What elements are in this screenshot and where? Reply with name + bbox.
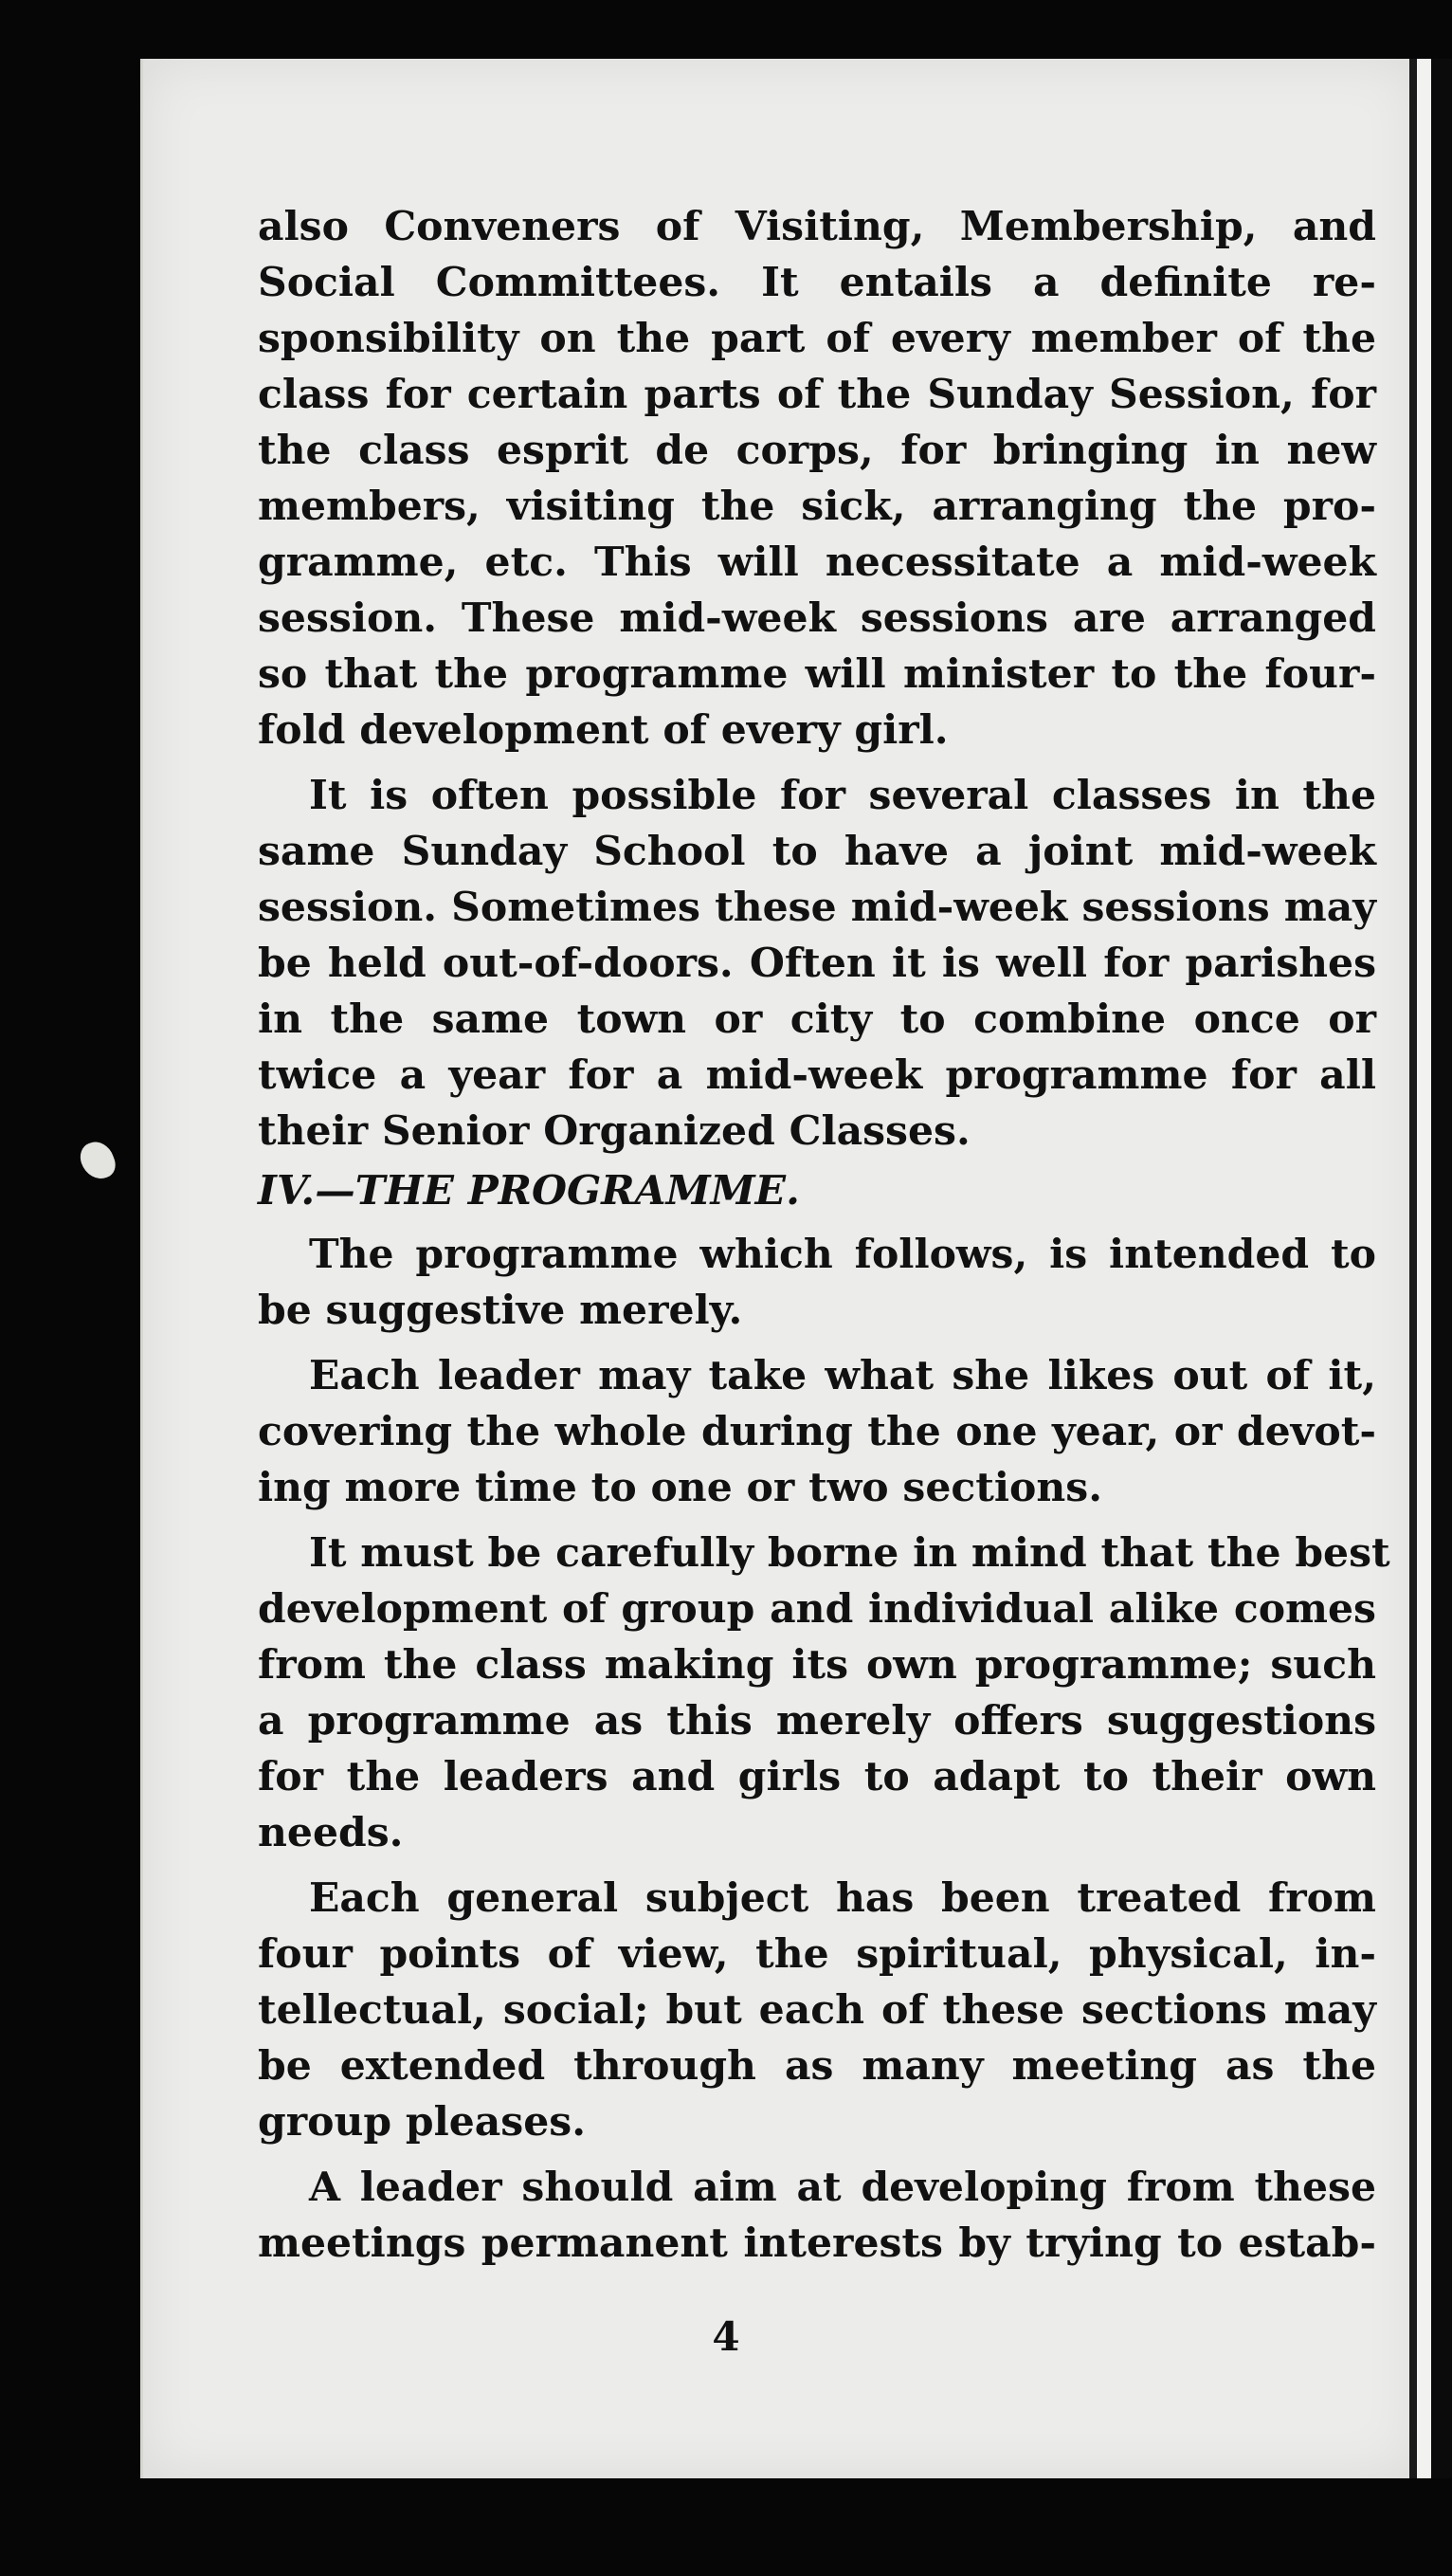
text-line: a programme as this merely offers suggestions (258, 1697, 1376, 1745)
text-line: Social Committees. It entails a definite re- (258, 259, 1376, 306)
text-line: the class esprit de corps, for bringing in new (258, 427, 1376, 474)
text-line: be held out-of-doors. Often it is well for parishes (258, 940, 1376, 987)
page-body-text (258, 199, 1390, 2272)
text-line: needs. (258, 1809, 404, 1856)
text-line: in the same town or city to combine once or (258, 996, 1376, 1043)
text-line: class for certain parts of the Sunday Session, for (258, 371, 1376, 418)
text-line: so that the programme will minister to the four- (258, 650, 1376, 698)
text-line: It is often possible for several classes in the (309, 772, 1376, 819)
text-line: same Sunday School to have a joint mid-week (258, 828, 1376, 875)
text-line: session. These mid-week sessions are arranged (258, 594, 1376, 642)
text-line: Each general subject has been treated from (309, 1874, 1376, 1922)
text-line: ing more time to one or two sections. (258, 1464, 1103, 1511)
section-heading: IV.—THE PROGRAMME. (258, 1167, 800, 1215)
text-line: fold development of every girl. (258, 706, 949, 754)
text-line: members, visiting the sick, arranging the pro- (258, 483, 1376, 530)
paragraph-programme-intro (258, 1227, 1376, 1339)
paper-blot-mark (76, 1137, 119, 1183)
text-line: also Conveners of Visiting, Membership, and (258, 203, 1376, 250)
text-line: their Senior Organized Classes. (258, 1107, 971, 1155)
text-line: for the leaders and girls to adapt to their own (258, 1753, 1376, 1800)
text-line: A leader should aim at developing from these (309, 2164, 1376, 2211)
text-line: Each leader may take what she likes out of it, (309, 1352, 1376, 1399)
text-line: from the class making its own programme; such (258, 1641, 1376, 1689)
text-line: twice a year for a mid-week programme for all (258, 1051, 1376, 1099)
paragraph-borne-in-mind (258, 1526, 1390, 1861)
paragraph-general-subject (258, 1871, 1376, 2150)
text-line: be extended through as many meeting as the (258, 2042, 1376, 2090)
page-number: 4 (712, 2313, 740, 2360)
text-line: covering the whole during the one year, or devot- (258, 1408, 1376, 1455)
text-line: sponsibility on the part of every member of the (258, 315, 1376, 362)
text-line: gramme, etc. This will necessitate a mid-week (258, 539, 1376, 586)
text-line: session. Sometimes these mid-week sessions may (258, 884, 1376, 931)
text-line: It must be carefully borne in mind that the best (309, 1529, 1390, 1577)
page-edge-shadow (1409, 59, 1417, 2478)
text-line: tellectual, social; but each of these sections may (258, 1986, 1376, 2034)
text-line: The programme which follows, is intended to (309, 1231, 1376, 1278)
paragraph-conveners (258, 199, 1376, 758)
text-line: meetings permanent interests by trying to estab- (258, 2220, 1376, 2267)
text-line: development of group and individual alike comes (258, 1585, 1376, 1633)
scan-border-right (1431, 59, 1452, 2478)
text-line: four points of view, the spiritual, physical, in- (258, 1930, 1376, 1978)
text-line: group pleases. (258, 2098, 586, 2146)
paragraph-joint-session (258, 768, 1376, 1160)
text-line: be suggestive merely. (258, 1287, 743, 1334)
paragraph-leader-aim (258, 2160, 1376, 2272)
paragraph-each-leader (258, 1348, 1376, 1516)
